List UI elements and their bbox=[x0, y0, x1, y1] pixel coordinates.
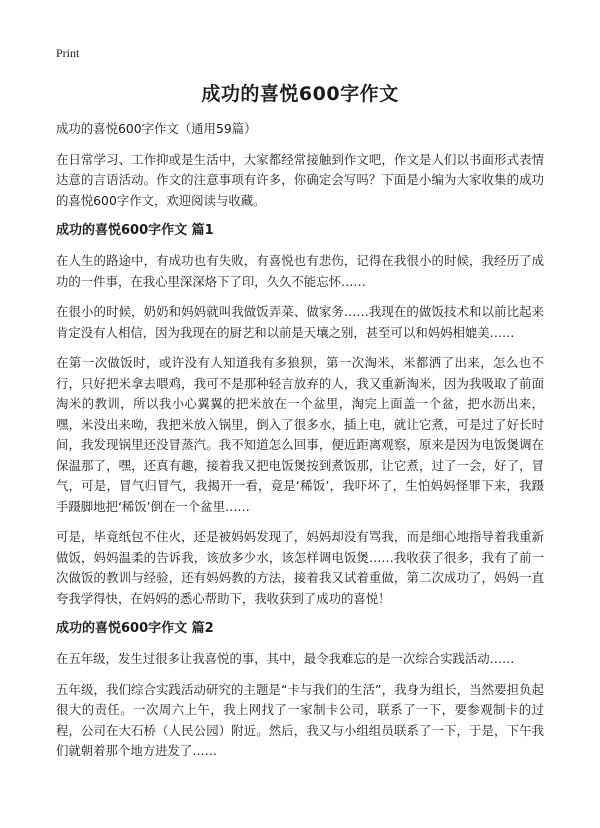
paragraph: 在五年级，发生过很多让我喜悦的事，其中，最令我难忘的是一次综合实践活动…… bbox=[56, 651, 515, 666]
section-heading: 成功的喜悦600字作文 篇2 bbox=[56, 621, 214, 636]
paragraph: 可是，毕竟纸包不住火，还是被妈妈发现了，妈妈却没有骂我，而是细心地指导着我重新做饭，妈妈温柔的告诉我，该放多少水，该怎样调电饭煲……我收获了很多，我有了前一次做饭的教训与经验，还有妈妈教的方法，接着我又试着重做，第二次成功了，妈妈一直夸我学得快，在妈妈的悉心帮助下，我收获到了成功的喜悦！ bbox=[56, 529, 544, 606]
print-label[interactable]: Print bbox=[56, 46, 80, 60]
paragraph: 在人生的路途中，有成功也有失败，有喜悦也有悲伤，记得在我很小的时候，我经历了成功的一件事，在我心里深深烙下了印，久久不能忘怀…… bbox=[56, 253, 544, 289]
document-body bbox=[56, 119, 544, 772]
document-title: 成功的喜悦600字作文 bbox=[201, 83, 399, 105]
section-heading: 成功的喜悦600字作文 篇1 bbox=[56, 223, 214, 238]
document-subtitle: 成功的喜悦600字作文（通用59篇） bbox=[56, 121, 257, 136]
paragraph: 在第一次做饭时，或许没有人知道我有多狼狈，第一次淘米，米都洒了出来，怎么也不行，只好把米拿去喂鸡，我可不是那种轻言放弃的人，我又重新淘米，因为我吸取了前面淘米的教训，所以我小心翼翼的把米放在一个盆里，淘完上面盖一个盆，把水沥出来，嘿，米没出来呦，我把米放入锅里，倒入了很多水，插上电，就让它煮，可是过了好长时间，我发现锅里还没冒蒸汽。我不知道怎么回事，便近距离观察，原来是因为电饭煲调在保温那了，嘿，还真有趣，接着我又把电饭煲按到煮饭那，让它煮，过了一会，好了，冒气，可是，冒气归冒气，我揭开一看，竟是‘稀饭’，我吓坏了，生怕妈妈怪罪下来，我蹑手蹑脚地把‘稀饭’倒在一个盆里…… bbox=[56, 355, 544, 514]
document-intro: 在日常学习、工作抑或是生活中，大家都经常接触到作文吧，作文是人们以书面形式表情达意的言语活动。作文的注意事项有许多，你确定会写吗？下面是小编为大家收集的成功的喜悦600字作文，欢迎阅读与收藏。 bbox=[56, 151, 544, 208]
paragraph: 在很小的时候，奶奶和妈妈就叫我做饭弄菜、做家务……我现在的做饭技术和以前比起来肯定没有人相信，因为我现在的厨艺和以前是天壤之别，甚至可以和妈妈相媲美…… bbox=[56, 304, 544, 340]
paragraph: 五年级，我们综合实践活动研究的主题是“卡与我们的生活”，我身为组长，当然要担负起很大的责任。一次周六上午，我上网找了一家制卡公司，联系了一下，要参观制卡的过程，公司在大石桥（人民公园）附近。然后，我又与小组组员联系了一下，于是，下午我们就朝着那个地方进发了…… bbox=[56, 681, 544, 758]
